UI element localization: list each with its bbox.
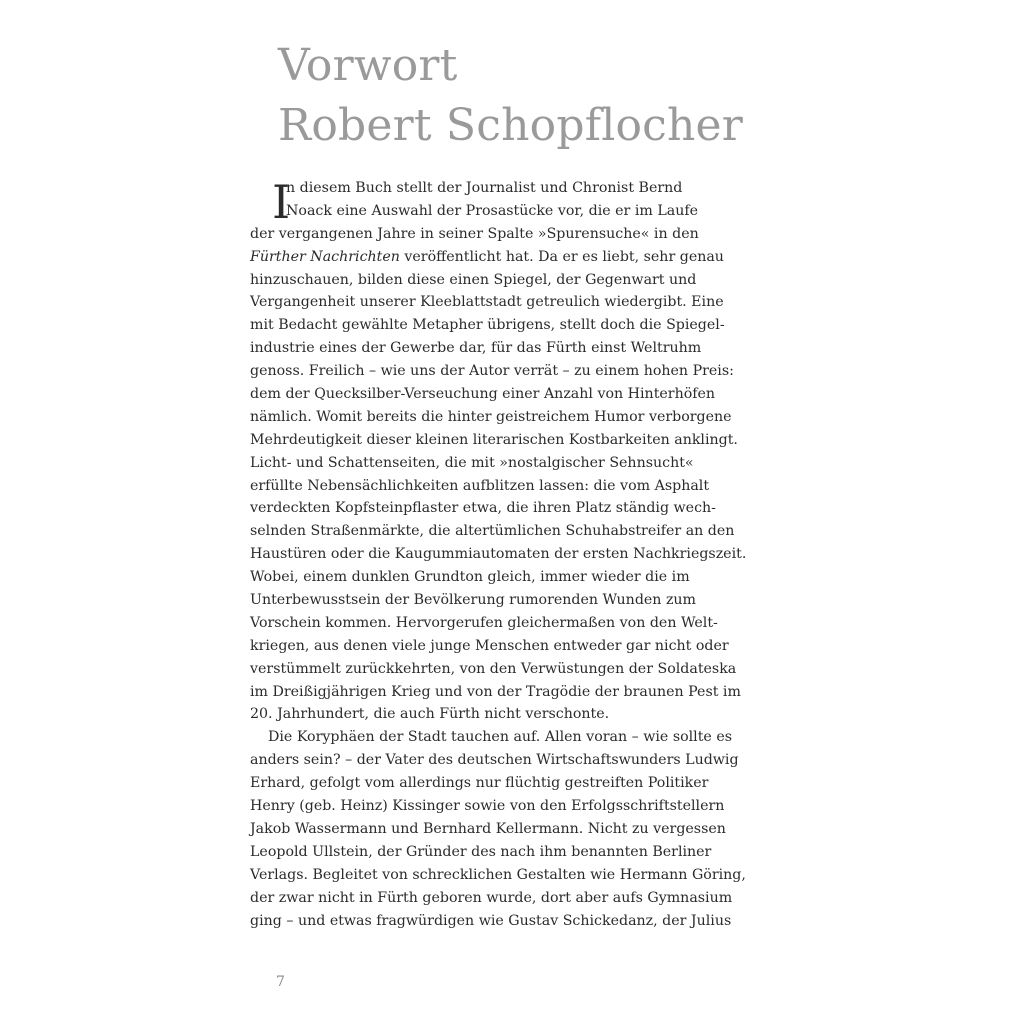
text-line: der vergangenen Jahre in seiner Spalte »Spurensuche« in den [250, 225, 699, 242]
text-line: kriegen, aus denen viele junge Menschen entweder gar nicht oder [250, 637, 729, 654]
text-line: verdeckten Kopfsteinpflaster etwa, die ihren Platz ständig wech- [250, 500, 716, 517]
text-line: n diesem Buch stellt der Journalist und Chronist Bernd [286, 180, 683, 196]
text-line: hinzuschauen, bilden diese einen Spiegel, der Gegenwart und [250, 271, 697, 288]
text-line: Mehrdeutigkeit dieser kleinen literarischen Kostbarkeiten anklingt. [250, 431, 738, 448]
text-line: Verlags. Begleitet von schrecklichen Gestalten wie Hermann Göring, [250, 866, 746, 883]
text-line: Licht- und Schattenseiten, die mit »nostalgischer Sehnsucht« [250, 454, 694, 471]
text-line: mit Bedacht gewählte Metapher übrigens, stellt doch die Spiegel- [250, 317, 725, 334]
drop-cap: I [272, 175, 291, 229]
text-line: dem der Quecksilber-Verseuchung einer Anzahl von Hinterhöfen [250, 386, 716, 403]
text-line: Vergangenheit unserer Kleeblattstadt getreulich wiedergibt. Eine [250, 294, 724, 311]
text-line: Wobei, einem dunklen Grundton gleich, immer wieder die im [250, 569, 690, 586]
text-line: Noack eine Auswahl der Prosastücke vor, die er im Laufe [286, 202, 699, 219]
chapter-title [278, 36, 743, 156]
text-line: Erhard, gefolgt vom allerdings nur flüchtig gestreiften Politiker [250, 775, 709, 792]
text-line: selnden Straßenmärkte, die altertümlichen Schuhabstreifer an den [250, 523, 735, 540]
newspaper-title: Fürther Nachrichten [250, 248, 400, 265]
text-line: im Dreißigjährigen Krieg und von der Tragödie der braunen Pest im [250, 683, 741, 700]
text-line: Leopold Ullstein, der Gründer des nach ihm benannten Berliner [250, 843, 712, 860]
text-line: anders sein? – der Vater des deutschen Wirtschaftswunders Ludwig [250, 752, 739, 769]
chapter-title-author: Robert Schopflocher [278, 100, 744, 151]
text-line: erfüllte Nebensächlichkeiten aufblitzen lassen: die vom Asphalt [250, 477, 710, 494]
page-number: 7 [276, 974, 285, 990]
text-line: genoss. Freilich – wie uns der Autor verrät – zu einem hohen Preis: [250, 363, 734, 380]
text-line: Unterbewusstsein der Bevölkerung rumorenden Wunden zum [250, 592, 697, 609]
text-line: nämlich. Womit bereits die hinter geistreichem Humor verborgene [250, 408, 732, 425]
text-line [250, 246, 750, 269]
text-line: Henry (geb. Heinz) Kissinger sowie von den Erfolgsschriftstellern [250, 798, 725, 815]
text-line: Die Koryphäen der Stadt tauchen auf. Allen voran – wie sollte es [268, 729, 733, 746]
text-line: verstümmelt zurückkehrten, von den Verwüstungen der Soldateska [250, 660, 737, 677]
text-line-rest: veröffentlicht hat. Da er es liebt, sehr genau [399, 248, 724, 265]
text-line: Vorschein kommen. Hervorgerufen gleichermaßen von den Welt- [250, 614, 718, 631]
text-line: Jakob Wassermann und Bernhard Kellermann. Nicht zu vergessen [250, 820, 726, 837]
text-line: Haustüren oder die Kaugummiautomaten der ersten Nachkriegszeit. [250, 546, 747, 563]
body-text [250, 177, 750, 932]
text-line: 20. Jahrhundert, die auch Fürth nicht verschonte. [250, 706, 610, 723]
chapter-title-line-1: Vorwort [278, 40, 458, 91]
text-line: ging – und etwas fragwürdigen wie Gustav Schickedanz, der Julius [250, 912, 732, 929]
text-line: industrie eines der Gewerbe dar, für das Fürth einst Weltruhm [250, 340, 702, 357]
text-line: der zwar nicht in Fürth geboren wurde, dort aber aufs Gymnasium [250, 889, 733, 906]
